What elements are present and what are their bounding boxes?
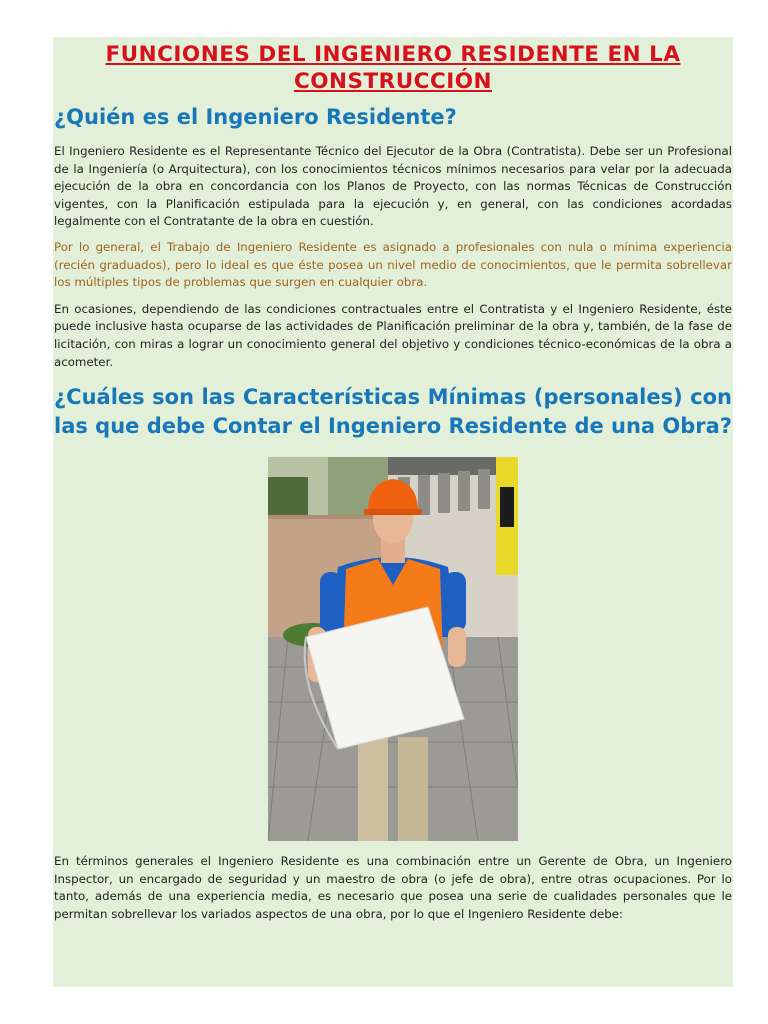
paragraph-summary: En términos generales el Ingeniero Residente es una combinación entre un Gerente de Obra, un Ingeniero Inspector, un encargado de seguridad y un maestro de obra (o jefe de obra), entre otras ocupaciones. Por lo tanto, además de una experiencia media, es necesario que posea una serie de cualidades personales que le permitan sobrellevar los variados aspectos de una obra, por lo que el Ingeniero Residente debe: [54,854,732,921]
paragraph-definition: El Ingeniero Residente es el Representante Técnico del Ejecutor de la Obra (Contratista). Debe ser un Profesional de la Ingeniería (o Arquitectura), con los conocimientos técnicos mínimos necesarios para velar por la adecuada ejecución de la obra en concordancia con los Planos de Proyecto, con las normas Técnicas de Construcción vigentes, con la Planificación estipulada para la ejecución y, en general, con las condiciones acordadas legalmente con el Contratante de la obra en cuestión. [54,144,732,229]
construction-engineer-photo-icon [268,457,518,841]
document-page [53,37,733,987]
engineer-photo [268,457,518,841]
section-heading-quien: ¿Quién es el Ingeniero Residente? [54,105,457,129]
section-heading-caracteristicas: ¿Cuáles son las Características Mínimas (personales) con las que debe Contar el Ingeniero Residente de una Obra? [54,385,733,439]
paragraph-experience: Por lo general, el Trabajo de Ingeniero Residente es asignado a profesionales con nula o mínima experiencia (recién graduados), pero lo ideal es que éste posea un nivel medio de conocimientos, que le permita sobrellevar los múltiples tipos de problemas que surgen en cualquier obra. [54,239,732,290]
document-title: FUNCIONES DEL INGENIERO RESIDENTE EN LA CONSTRUCCIÓN [105,42,681,94]
paragraph-occasions: En ocasiones, dependiendo de las condiciones contractuales entre el Contratista y el Ingeniero Residente, éste puede inclusive hasta ocuparse de las actividades de Planificación preliminar de la obra y, también, de la fase de licitación, con miras a lograr un conocimiento general del objetivo y condiciones técnico-económicas de la obra a acometer. [54,301,732,369]
